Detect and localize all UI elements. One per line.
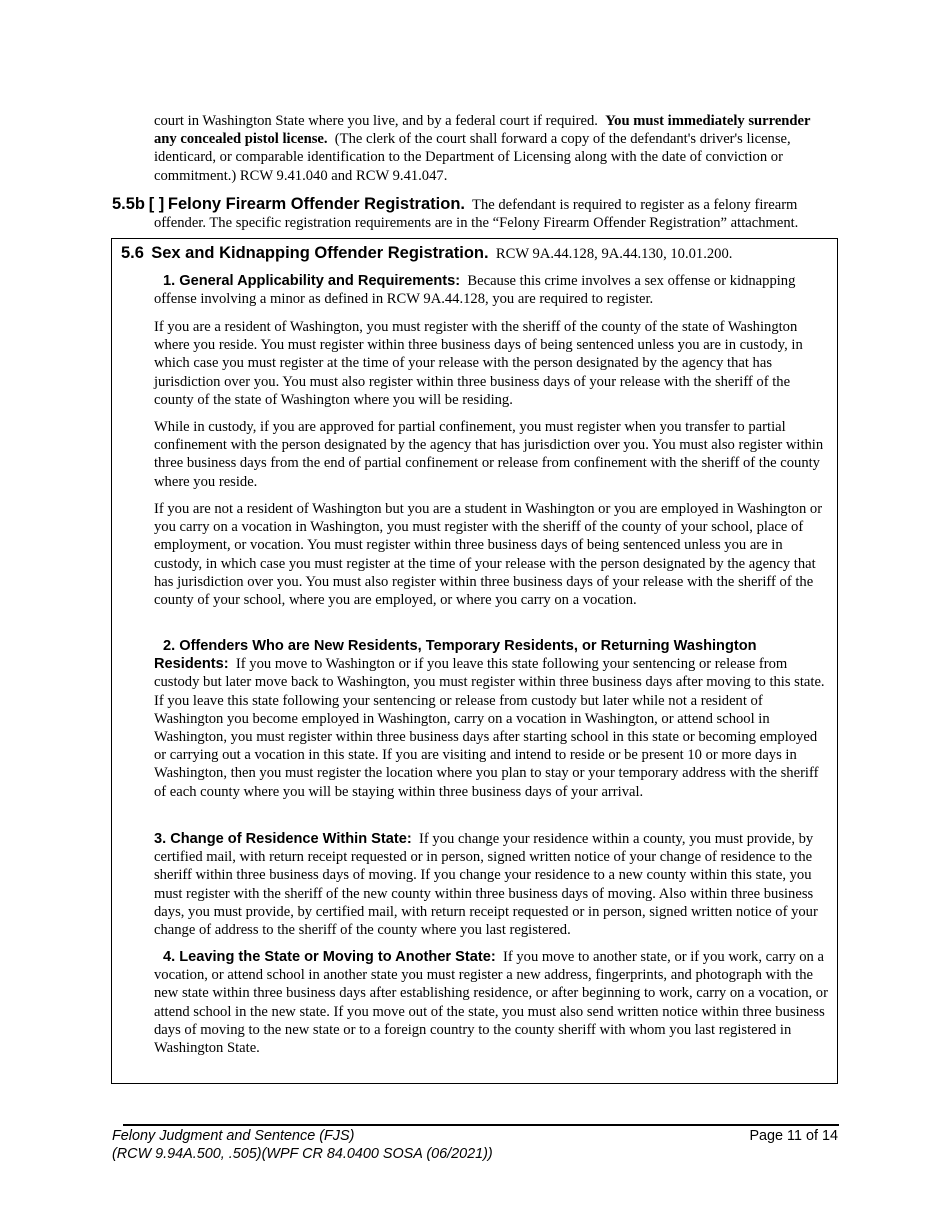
section-number: 5.6 — [121, 244, 144, 262]
intro-paragraph — [154, 112, 830, 185]
checkbox[interactable]: [ ] — [148, 195, 165, 213]
section-text-line1: The defendant is required to register as a felony firearm — [472, 197, 798, 213]
page-number: Page 11 of 14 — [749, 1128, 838, 1144]
section-5-5b-continued: offender. The specific registration requirements are in the “Felony Firearm Offender Registration” attachment. — [154, 215, 799, 231]
subsection-heading: 3. Change of Residence Within State: — [154, 831, 412, 847]
subsection-4 — [154, 948, 830, 1057]
section-number: 5.5b — [112, 195, 146, 213]
subsection-1 — [154, 272, 830, 308]
intro-text-2: (The clerk of the court shall forward a copy of the defendant's driver's license, identicard, or comparable identification to the Department of Licensing along with the date of conviction or commitment.) RCW 9.41.040 and RCW 9.41.047. — [154, 131, 791, 184]
section-title: Sex and Kidnapping Offender Registration. — [151, 244, 489, 262]
section-citation: RCW 9A.44.128, 9A.44.130, 10.01.200. — [495, 246, 733, 262]
footer-divider — [123, 1124, 839, 1126]
subsection-2 — [154, 637, 830, 801]
subsection-3 — [154, 830, 830, 939]
footer-line-2: (RCW 9.94A.500, .505)(WPF CR 84.0400 SOSA (06/2021)) — [112, 1146, 493, 1162]
section-5-6-heading — [121, 244, 831, 263]
paragraph-resident: If you are a resident of Washington, you must register with the sheriff of the county of the state of Washington where you reside. You must register within three business days of being sentenced unless you are in custody, in which case you must register at the time of your release with the person designated by the agency that has jurisdiction over you. You must also register within three business days of your release with the sheriff of the county of the state of Washington where you will be residing. — [154, 319, 803, 408]
footer-line-1: Felony Judgment and Sentence (FJS) — [112, 1128, 355, 1144]
subsection-heading: 2. Offenders Who are New Residents, Temporary Residents, or Returning Washington Residents: — [154, 638, 757, 673]
subsection-text: If you change your residence within a county, you must provide, by certified mail, with return receipt requested or in person, signed written notice of your change of residence to the sheriff within three business days of moving. If you change your residence to a new county within this state, you must register with the sheriff of the new county within three business days of moving. Also within three business days, you must provide, by certified mail, with return receipt requested or in person, signed written notice of your change of address to the sheriff of the county where you last registered. — [154, 831, 818, 939]
intro-text: court in Washington State where you live, and by a federal court if required. — [154, 113, 598, 129]
subsection-heading: 4. Leaving the State or Moving to Another State: — [163, 949, 496, 965]
section-title: Felony Firearm Offender Registration. — [167, 195, 465, 213]
subsection-text: Because this crime involves a sex offense or kidnapping offense involving a minor as defined in RCW 9A.44.128, you are required to register. — [154, 273, 796, 308]
footer-form-title — [112, 1127, 493, 1163]
intro-bold-text: You must immediately surrender any concealed pistol license. — [154, 113, 811, 148]
section-5-5b — [112, 195, 832, 214]
paragraph-nonresident: If you are not a resident of Washington but you are a student in Washington or you are employed in Washington or you carry on a vocation in Washington, you must register with the sheriff of the county of your school, place of employment, or vocation. You must register within three business days of being sentenced unless you are in custody, in which case you must register at the time of your release with the person designated by the agency that has jurisdiction over you. You must also register within three business days of your release with the sheriff of the county of your school, where you are employed, or where you carry on a vocation. — [154, 501, 823, 609]
subsection-text: If you move to Washington or if you leave this state following your sentencing or release from custody but later move back to Washington, you must register within three business days after moving to this state. If you leave this state following your sentencing or release from custody but later while not a resident of Washington you become employed in Washington, carry on a vocation in Washington, or attend school in Washington, you must register within three business days after starting school in this state or becoming employed or carrying out a vocation in this state. If you are visiting and intend to reside or be present 10 or more days in Washington, then you must register the location where you plan to stay or your temporary address with the sheriff of each county where you will be staying within three business days of your arrival. — [154, 656, 825, 800]
subsection-heading: 1. General Applicability and Requirements: — [163, 273, 461, 289]
paragraph-custody: While in custody, if you are approved for partial confinement, you must register when you transfer to partial confinement with the person designated by the agency that has jurisdiction over you. You must also register within three business days from the end of partial confinement or release from confinement with the sheriff of the county where you reside. — [154, 419, 824, 490]
subsection-text: If you move to another state, or if you work, carry on a vocation, or attend school in another state you must register a new address, fingerprints, and photograph with the new state within three business days after establishing residence, or after beginning to work, carry on a vocation, or attend school in the new state. If you move out of the state, you must also send written notice within three business days of moving to the new state or to a foreign country to the county sheriff with whom you last registered in Washington State. — [154, 949, 828, 1057]
